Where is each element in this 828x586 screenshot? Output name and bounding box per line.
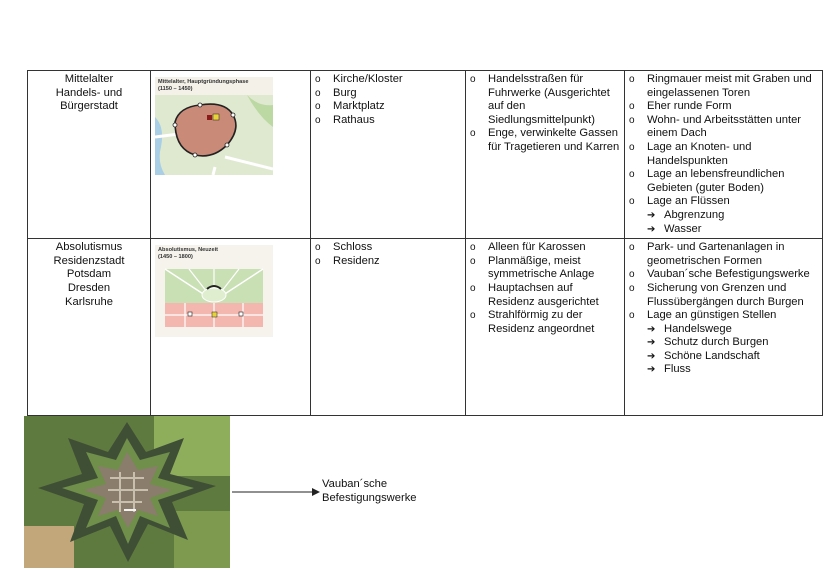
sub-item: ➔ Fluss (647, 363, 818, 377)
list-item: o Planmäßige, meist symmetrische Anlage (470, 255, 620, 282)
list-item: o Schloss (315, 241, 461, 255)
medieval-town-plan-image (155, 77, 273, 175)
sub-item: ➔ Abgrenzung (647, 209, 818, 223)
list-item: o Rathaus (315, 114, 461, 128)
list-item: o Marktplatz (315, 100, 461, 114)
arrow-right-icon (230, 486, 320, 498)
list-item: o Kirche/Kloster (315, 73, 461, 87)
era-cell (28, 239, 151, 416)
buildings-cell (311, 71, 466, 239)
sub-item: ➔ Schöne Landschaft (647, 350, 818, 364)
list-item: o Burg (315, 87, 461, 101)
list-item: o Lage an lebensfreundlichen Gebieten (guter Boden) (629, 168, 818, 195)
list-item: o Enge, verwinkelte Gassen für Tragetieren und Karren (470, 127, 620, 154)
list-item: o Wohn- und Arbeitsstätten unter einem Dach (629, 114, 818, 141)
features-cell (625, 71, 823, 239)
era-line: Dresden (67, 281, 111, 294)
image-caption: Mittelalter, Hauptgründungsphase (158, 79, 249, 85)
sub-item: ➔ Wasser (647, 223, 818, 237)
era-line: Handels- und (55, 86, 123, 99)
buildings-cell (311, 239, 466, 416)
city-types-table (27, 70, 823, 416)
list-item: o Eher runde Form (629, 100, 818, 114)
list-item: o Residenz (315, 255, 461, 269)
era-line: Karlsruhe (65, 295, 113, 308)
photo-label (322, 477, 417, 505)
absolutist-town-plan-image (155, 245, 273, 337)
list-item-label: Lage an Flüssen (647, 195, 730, 208)
list-item-label: Lage an günstigen Stellen (647, 309, 777, 322)
image-cell (151, 71, 311, 239)
era-line: Potsdam (66, 268, 112, 281)
table-row-absolutism (28, 239, 823, 416)
era-line: Absolutismus (55, 241, 123, 254)
list-item (629, 195, 818, 236)
list-item: o Sicherung von Grenzen und Flussübergängen durch Burgen (629, 282, 818, 309)
star-fortress-aerial-photo (24, 416, 230, 568)
sub-item: ➔ Handelswege (647, 323, 818, 337)
image-caption: (1150 – 1450) (158, 86, 193, 92)
list-item (629, 309, 818, 377)
list-item: o Strahlförmig zu der Residenz angeordnet (470, 309, 620, 336)
table-row-medieval (28, 71, 823, 239)
era-cell (28, 71, 151, 239)
list-item: o Vauban´sche Befestigungswerke (629, 268, 818, 282)
features-cell (625, 239, 823, 416)
streets-cell (466, 71, 625, 239)
list-item: o Park- und Gartenanlagen in geometrischen Formen (629, 241, 818, 268)
list-item: o Alleen für Karossen (470, 241, 620, 255)
list-item: o Handelsstraßen für Fuhrwerke (Ausgerichtet auf den Siedlungsmittelpunkt) (470, 73, 620, 127)
list-item: o Ringmauer meist mit Graben und eingelassenen Toren (629, 73, 818, 100)
sub-item: ➔ Schutz durch Burgen (647, 336, 818, 350)
photo-label-line: Vauban´sche (322, 478, 388, 490)
image-caption: (1450 – 1800) (158, 254, 193, 261)
streets-cell (466, 239, 625, 416)
era-line: Bürgerstadt (60, 100, 118, 113)
image-caption: Absolutismus, Neuzeit (158, 247, 218, 254)
image-cell (151, 239, 311, 416)
era-line: Mittelalter (64, 73, 114, 85)
era-line: Residenzstadt (53, 254, 125, 267)
list-item: o Hauptachsen auf Residenz ausgerichtet (470, 282, 620, 309)
photo-label-line: Befestigungswerke (322, 492, 417, 504)
list-item: o Lage an Knoten- und Handelspunkten (629, 141, 818, 168)
